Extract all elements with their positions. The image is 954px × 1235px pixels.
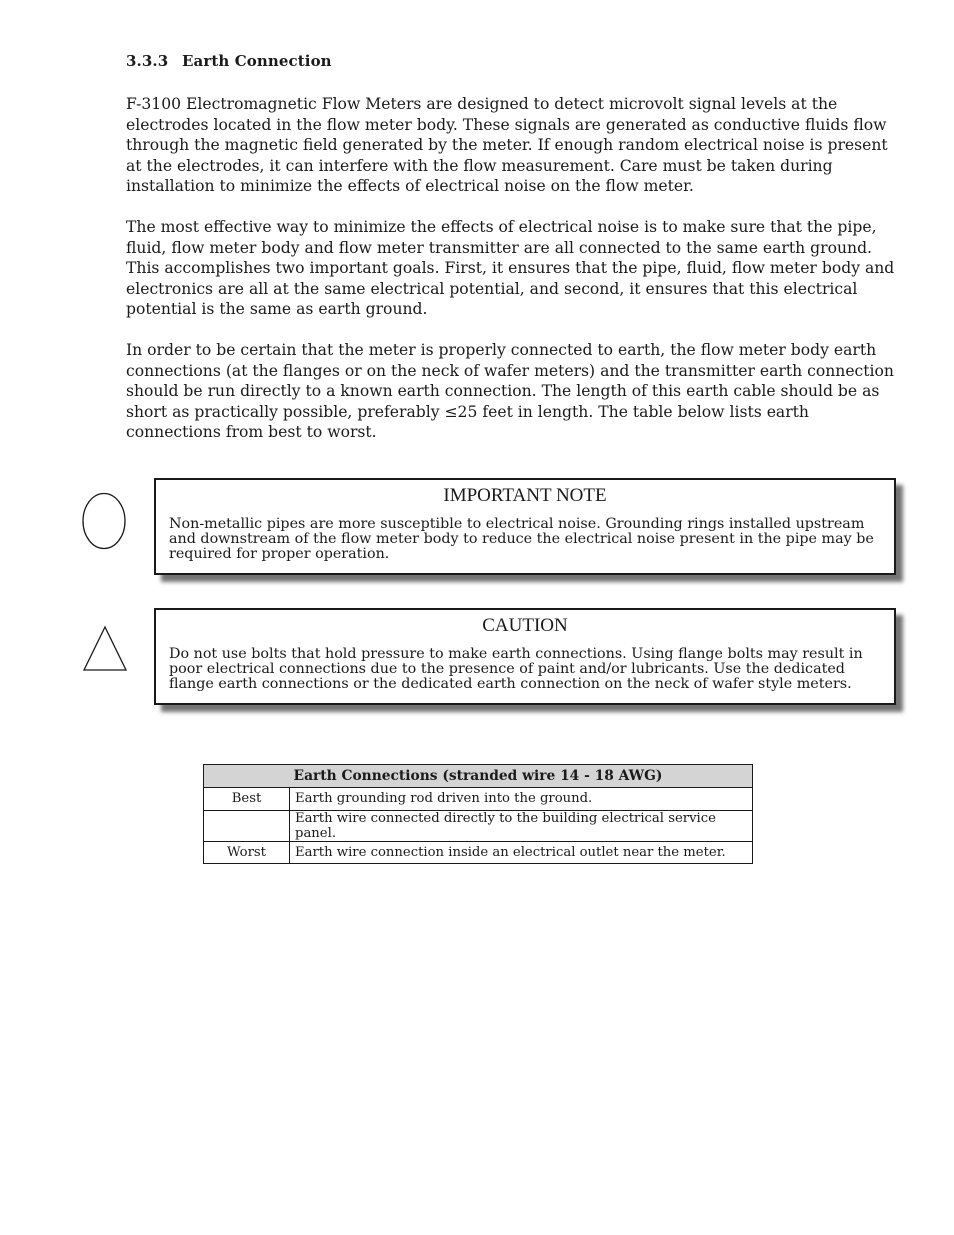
table-row (204, 788, 753, 811)
table-header: Earth Connections (stranded wire 14 - 18 AWG) (204, 765, 753, 788)
caution-title: CAUTION (482, 615, 568, 636)
earth-connections-table (203, 764, 753, 864)
info-circle-icon (82, 492, 128, 552)
section-number: 3.3.3 (126, 52, 169, 70)
section-title: Earth Connection (182, 52, 332, 70)
description-cell: Earth grounding rod driven into the ground. (290, 788, 753, 811)
rank-cell: Worst (204, 841, 290, 864)
paragraph-earth-cable: In order to be certain that the meter is properly connected to earth, the flow meter body earth connections (at the flanges or on the neck of wafer meters) and the transmitter earth connection should be run directly to a known earth connection. The length of this earth cable should be as short as practically possible, preferably ≤25 feet in length. The table below lists earth connections from best to worst. (126, 341, 894, 442)
section-heading (126, 52, 332, 70)
important-note-text: Non-metallic pipes are more susceptible to electrical noise. Grounding rings installed upstream and downstream of the flow meter body to reduce the electrical noise present in the pipe may be required for proper operation. (169, 516, 874, 563)
important-note-title: IMPORTANT NOTE (443, 485, 607, 506)
table-row (204, 841, 753, 864)
rank-cell: Best (204, 788, 290, 811)
caution-box (154, 608, 896, 705)
table-row (204, 810, 753, 841)
important-note-box (154, 478, 896, 575)
rank-cell (204, 810, 290, 841)
paragraph-intro: F-3100 Electromagnetic Flow Meters are designed to detect microvolt signal levels at the electrodes located in the flow meter body. These signals are generated as conductive fluids flow through the magnetic field generated by the meter. If enough random electrical noise is present at the electrodes, it can interfere with the flow measurement. Care must be taken during installation to minimize the effects of electrical noise on the flow meter. (126, 95, 888, 196)
table-header-row (204, 765, 753, 788)
paragraph-grounding: The most effective way to minimize the effects of electrical noise is to make sure that the pipe, fluid, flow meter body and flow meter transmitter are all connected to the same earth ground. This accomplishes two important goals. First, it ensures that the pipe, fluid, flow meter body and electronics are all at the same electrical potential, and second, it ensures that this electrical potential is the same as earth ground. (126, 218, 895, 319)
warning-triangle-icon (82, 625, 130, 673)
caution-text: Do not use bolts that hold pressure to make earth connections. Using flange bolts may result in poor electrical connections due to the presence of paint and/or lubricants. Use the dedicated flange earth connections or the dedicated earth connection on the neck of wafer style meters. (169, 646, 863, 693)
description-cell: Earth wire connected directly to the building electrical service panel. (290, 810, 753, 841)
description-cell: Earth wire connection inside an electrical outlet near the meter. (290, 841, 753, 864)
